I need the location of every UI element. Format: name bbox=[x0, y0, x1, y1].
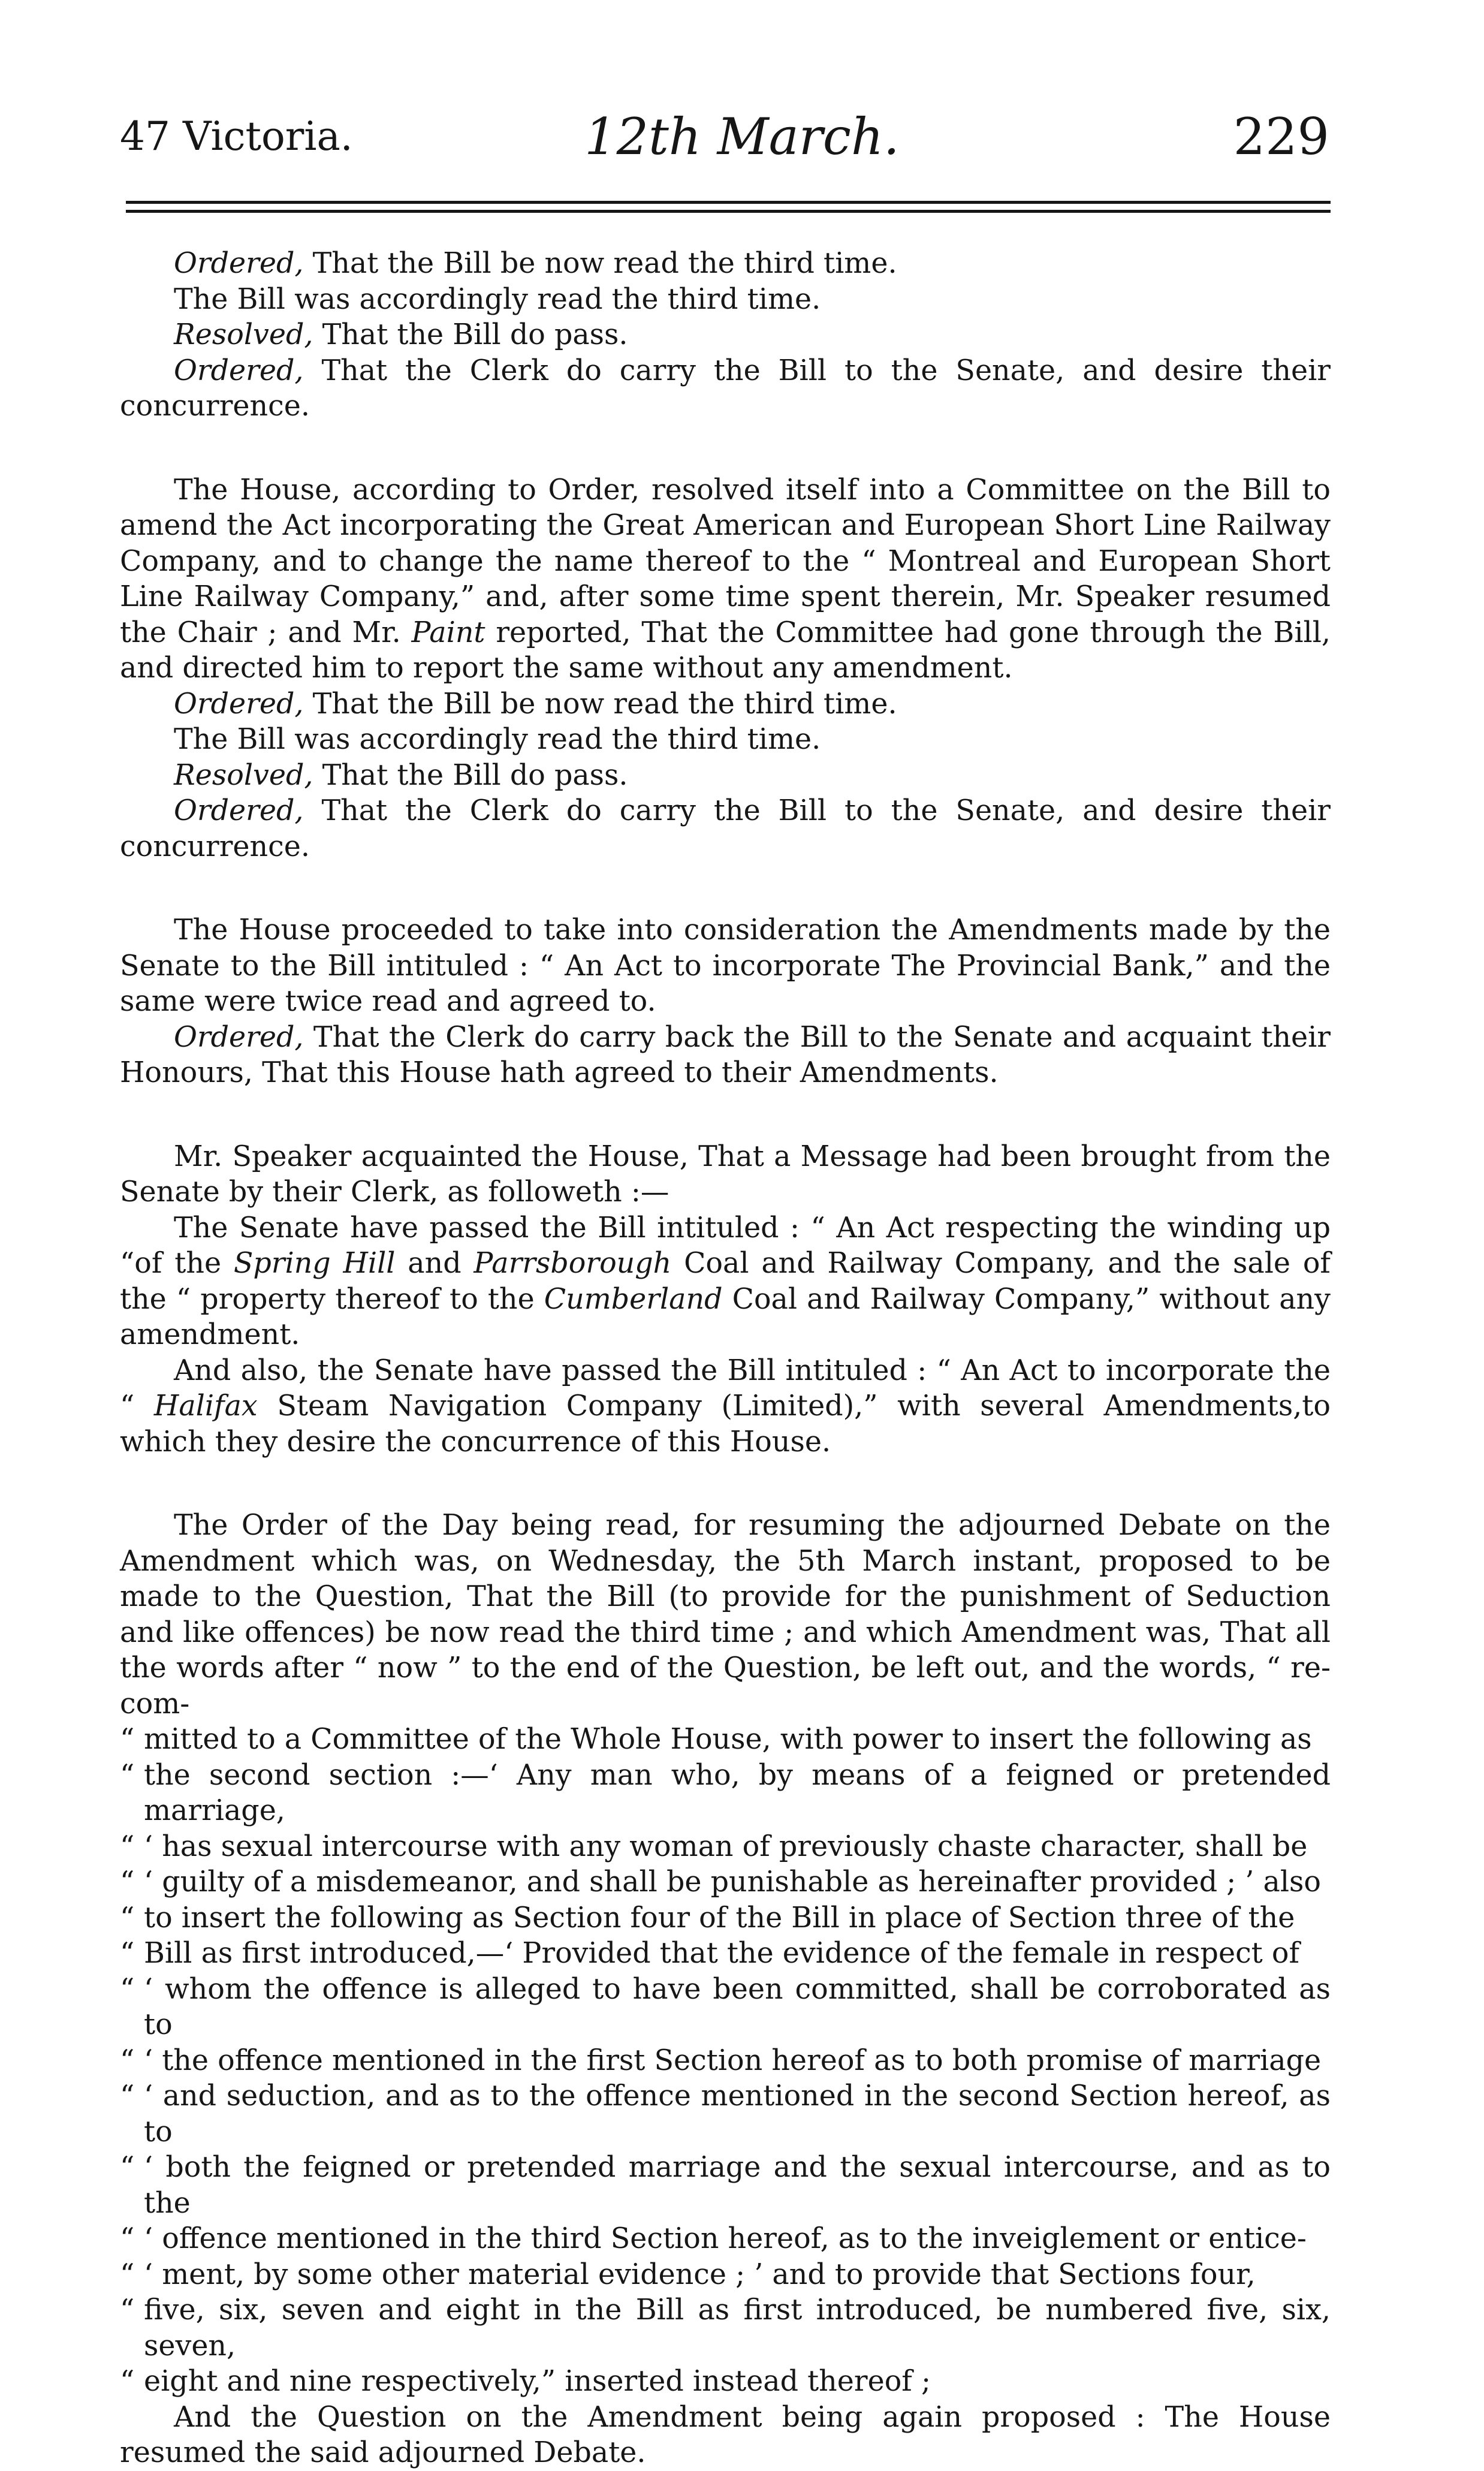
senate-bill-text: and bbox=[395, 1247, 474, 1280]
resolution-label: Resolved, bbox=[174, 318, 313, 351]
quoted-line-text: eight and nine respectively,” inserted instead thereof ; bbox=[144, 2365, 931, 2398]
quoted-line bbox=[120, 1758, 1331, 1829]
committee-text-end: reported, That the Committee had gone through the Bill, and directed him to report the same without any amendment. bbox=[120, 616, 1331, 685]
resolution-text: That the Bill do pass. bbox=[313, 758, 628, 792]
quote-mark: “ bbox=[120, 1723, 135, 1756]
order-paragraph bbox=[120, 246, 1331, 282]
section-adjourned-debate bbox=[120, 1508, 1331, 2471]
quoted-line-text: mitted to a Committee of the Whole House, with power to insert the following as bbox=[144, 1723, 1312, 1756]
quote-mark: “ bbox=[120, 1937, 135, 1970]
quote-mark: “ bbox=[120, 2080, 135, 2113]
quoted-line-text: ‘ both the feigned or pretended marriage and the sexual intercourse, and as to the bbox=[144, 2151, 1331, 2220]
quoted-line bbox=[120, 1829, 1331, 1865]
quoted-line-text: ‘ offence mentioned in the third Section hereof, as to the inveiglement or entice- bbox=[144, 2222, 1307, 2255]
quoted-line-text: ‘ whom the offence is alleged to have been committed, shall be corroborated as to bbox=[144, 1972, 1331, 2041]
order-text: That the Clerk do carry the Bill to the Senate, and desire their concurrence. bbox=[120, 794, 1331, 863]
quoted-line bbox=[120, 2150, 1331, 2221]
message-paragraph: Mr. Speaker acquainted the House, That a Message had been brought from the Senate by their Clerk, as followeth :— bbox=[120, 1140, 1331, 1209]
place-name: Halifax bbox=[153, 1390, 258, 1423]
order-label: Ordered, bbox=[174, 687, 304, 721]
quoted-line bbox=[120, 1722, 1331, 1758]
quoted-line bbox=[120, 2257, 1331, 2293]
committee-paragraph bbox=[120, 472, 1331, 686]
order-text: That the Clerk do carry back the Bill to the Senate and acquaint their Honours, That this House hath agreed to their Amendments. bbox=[120, 1020, 1331, 1089]
header-rule-top bbox=[126, 201, 1331, 204]
order-paragraph bbox=[120, 686, 1331, 722]
senate-bill-text: Coal and Railway Company, and the sale of the “ property thereof to the bbox=[120, 1247, 1331, 1316]
section-committee-railway-bill bbox=[120, 472, 1331, 865]
quoted-line-text: ‘ and seduction, and as to the offence mentioned in the second Section hereof, as to bbox=[144, 2080, 1331, 2148]
senate-bill-text: And also, the Senate have passed the Bill intituled : “ An Act to incorporate the “ bbox=[120, 1354, 1331, 1423]
order-paragraph bbox=[120, 1020, 1331, 1091]
order-label: Ordered, bbox=[174, 247, 304, 280]
journal-body bbox=[120, 246, 1331, 2471]
order-label: Ordered, bbox=[174, 354, 304, 387]
quoted-line bbox=[120, 2078, 1331, 2150]
debate-intro-paragraph: The Order of the Day being read, for resuming the adjourned Debate on the Amendment which was, on Wednesday, the 5th March instant, proposed to be made to the Question, That the Bill (to provide for the punishment of Seduction and like offences) be now read the third time ; and which Amendment was, That all the words after “ now ” to the end of the Question, be left out, and the words, “ re-com- bbox=[120, 1509, 1331, 1720]
senate-bill-text: The Senate have passed the Bill intituled : “ An Act respecting the winding up “of the bbox=[120, 1211, 1331, 1280]
quote-mark: “ bbox=[120, 2294, 135, 2327]
place-name: Spring Hill bbox=[233, 1247, 396, 1280]
order-label: Ordered, bbox=[174, 794, 304, 827]
quoted-line-text: to insert the following as Section four of the Bill in place of Section three of the bbox=[144, 1901, 1295, 1934]
quoted-line-text: Bill as first introduced,—‘ Provided that the evidence of the female in respect of bbox=[144, 1937, 1300, 1970]
order-paragraph bbox=[120, 353, 1331, 424]
reading-paragraph: The Bill was accordingly read the third time. bbox=[174, 282, 821, 316]
amendments-paragraph: The House proceeded to take into consideration the Amendments made by the Senate to the Bill intituled : “ An Act to incorporate The Provincial Bank,” and the same were twice read and agreed to. bbox=[120, 914, 1331, 1018]
quote-mark: “ bbox=[120, 1901, 135, 1934]
quoted-line bbox=[120, 1972, 1331, 2043]
header-date: 12th March. bbox=[584, 107, 900, 166]
senate-bill-text: Coal and Railway Company,” without any amendment. bbox=[120, 1282, 1331, 1351]
quote-mark: “ bbox=[120, 2258, 135, 2291]
quoted-line bbox=[120, 2292, 1331, 2364]
quoted-line-text: ‘ the offence mentioned in the first Section hereof as to both promise of marriage bbox=[144, 2044, 1322, 2077]
resolution-paragraph bbox=[120, 317, 1331, 353]
section-senate-message bbox=[120, 1139, 1331, 1460]
quote-mark: “ bbox=[120, 2365, 135, 2398]
place-name: Cumberland bbox=[544, 1282, 723, 1316]
debate-closing-paragraph: And the Question on the Amendment being again proposed : The House resumed the said adjourned Debate. bbox=[120, 2400, 1331, 2469]
committee-text: The House, according to Order, resolved itself into a Committee on the Bill to amend the Act incorporating the Great American and European Short Line Railway Company, and to change the name thereof to the “ Montreal and European Short Line Railway Company,” and, after some time spent therein, Mr. Speaker resumed the Chair ; and Mr. bbox=[120, 473, 1331, 649]
section-senate-amendments bbox=[120, 912, 1331, 1091]
order-paragraph bbox=[120, 793, 1331, 864]
quoted-line bbox=[120, 1900, 1331, 1936]
order-label: Ordered, bbox=[174, 1020, 304, 1054]
place-name: Parrsborough bbox=[473, 1247, 672, 1280]
quoted-line bbox=[120, 1936, 1331, 1972]
order-text: That the Bill be now read the third time. bbox=[303, 247, 897, 280]
quoted-line bbox=[120, 2221, 1331, 2257]
order-text: That the Bill be now read the third time. bbox=[303, 687, 897, 721]
reading-paragraph: The Bill was accordingly read the third time. bbox=[174, 723, 821, 756]
senate-bill-paragraph bbox=[120, 1210, 1331, 1353]
resolution-label: Resolved, bbox=[174, 758, 313, 792]
quote-mark: “ bbox=[120, 2044, 135, 2077]
page-number: 229 bbox=[1233, 107, 1329, 166]
quote-mark: “ bbox=[120, 1972, 135, 2006]
quoted-line-text: ‘ ment, by some other material evidence ; ’ and to provide that Sections four, bbox=[144, 2258, 1256, 2291]
order-text: That the Clerk do carry the Bill to the Senate, and desire their concurrence. bbox=[120, 354, 1331, 423]
quoted-amendment bbox=[120, 1722, 1331, 2400]
quoted-line-text: ‘ guilty of a misdemeanor, and shall be punishable as hereinafter provided ; ’ also bbox=[144, 1866, 1321, 1899]
quote-mark: “ bbox=[120, 2151, 135, 2184]
quoted-line-text: ‘ has sexual intercourse with any woman of previously chaste character, shall be bbox=[144, 1830, 1308, 1863]
member-name: Paint bbox=[411, 616, 485, 649]
resolution-text: That the Bill do pass. bbox=[313, 318, 628, 351]
senate-bill-text: Steam Navigation Company (Limited),” with several Amendments,to which they desire the concurrence of this House. bbox=[120, 1390, 1331, 1459]
resolution-paragraph bbox=[120, 758, 1331, 794]
quoted-line-text: the second section :—‘ Any man who, by means of a feigned or pretended marriage, bbox=[144, 1758, 1331, 1827]
quote-mark: “ bbox=[120, 2222, 135, 2255]
section-third-reading bbox=[120, 246, 1331, 424]
header-session: 47 Victoria. bbox=[120, 113, 353, 159]
quoted-line bbox=[120, 1864, 1331, 1900]
quote-mark: “ bbox=[120, 1758, 135, 1792]
quote-mark: “ bbox=[120, 1866, 135, 1899]
header-rule-bottom bbox=[126, 210, 1331, 213]
quoted-line-text: five, six, seven and eight in the Bill as first introduced, be numbered five, six, seven, bbox=[144, 2294, 1331, 2362]
quoted-line bbox=[120, 2364, 1331, 2400]
quoted-line bbox=[120, 2043, 1331, 2079]
senate-bill-paragraph bbox=[120, 1353, 1331, 1460]
quote-mark: “ bbox=[120, 1830, 135, 1863]
